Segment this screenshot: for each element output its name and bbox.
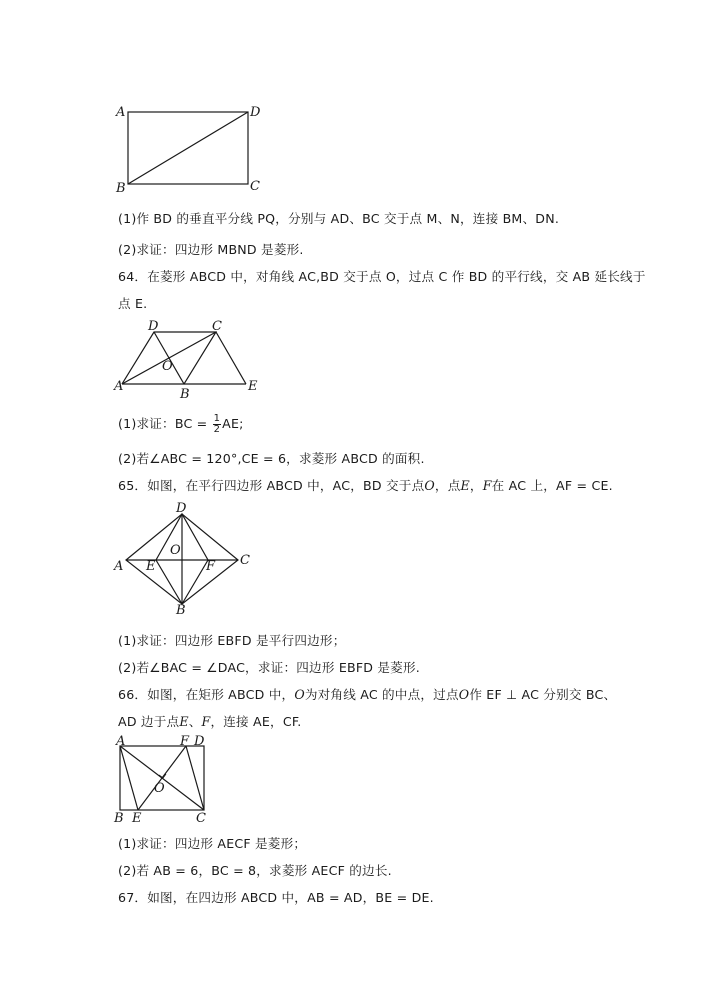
diagonal-bd	[128, 112, 248, 184]
problem-65-question-1: (1)求证：四边形 EBFD 是平行四边形；	[118, 633, 346, 648]
label-c: C	[240, 553, 250, 568]
problem-64-question-2: (2)若∠ABC = 120°,CE = 6，求菱形 ABCD 的面积.	[118, 451, 425, 466]
label-f: F	[180, 734, 190, 749]
label-o: O	[154, 781, 165, 796]
label-a: A	[114, 559, 124, 574]
problem-64-stem-line2: 点 E.	[118, 296, 148, 311]
label-d: D	[148, 319, 159, 334]
problem-64-question-1: (1)求证：BC = $\frac{1}{2}$ AE;	[118, 413, 244, 435]
label-e: E	[146, 559, 156, 574]
label-d: D	[250, 105, 261, 120]
label-o: O	[170, 543, 181, 558]
fraction-one-half: $\frac{1}{2}$	[213, 413, 221, 435]
segment-cf	[186, 746, 204, 810]
label-o: O	[162, 359, 173, 374]
problem-64-stem-line1: 64．在菱形 ABCD 中，对角线 AC,BD 交于点 O，过点 C 作 BD 的平行线，交 AB 延长线于	[118, 269, 646, 284]
figure-rectangle-66	[110, 734, 220, 826]
label-c: C	[250, 179, 260, 194]
problem-65-stem: 65．如图，在平行四边形 ABCD 中，AC，BD 交于点O，点E，F在 AC 上，AF = CE.	[118, 478, 613, 493]
prev-question-2: (2)求证：四边形 MBND 是菱形.	[118, 242, 304, 257]
problem-65-question-2: (2)若∠BAC = ∠DAC，求证：四边形 EBFD 是菱形.	[118, 660, 420, 675]
diagonal-bd	[154, 332, 184, 384]
label-b: B	[176, 603, 186, 618]
problem-66-question-2: (2)若 AB = 6，BC = 8，求菱形 AECF 的边长.	[118, 863, 392, 878]
figure-rectangle-abcd	[110, 100, 270, 196]
label-b: B	[116, 181, 126, 196]
problem-66-stem-line2: AD 边于点E、F，连接 AE，CF.	[118, 714, 302, 729]
segment-ef	[138, 746, 186, 810]
figure-rhombus-64	[112, 318, 272, 402]
label-e: E	[248, 379, 258, 394]
prev-question-1: (1)作 BD 的垂直平分线 PQ，分别与 AD、BC 交于点 M、N，连接 BM、DN.	[118, 211, 560, 226]
segment-ae	[120, 746, 138, 810]
problem-66-question-1: (1)求证：四边形 AECF 是菱形；	[118, 836, 307, 851]
label-a: A	[116, 734, 126, 749]
label-c: C	[196, 811, 206, 826]
label-f: F	[206, 559, 216, 574]
label-d: D	[194, 734, 205, 749]
label-d: D	[176, 501, 187, 516]
segment-ce	[216, 332, 246, 384]
figure-parallelogram-65	[110, 501, 260, 618]
problem-66-stem-line1: 66．如图，在矩形 ABCD 中，O为对角线 AC 的中点，过点O作 EF ⊥ AC 分别交 BC、	[118, 687, 617, 702]
label-b: B	[114, 811, 124, 826]
label-a: A	[114, 379, 124, 394]
problem-67-stem: 67．如图，在四边形 ABCD 中，AB = AD，BE = DE.	[118, 890, 434, 905]
label-e: E	[132, 811, 142, 826]
label-b: B	[180, 387, 190, 402]
label-c: C	[212, 319, 222, 334]
label-a: A	[116, 105, 126, 120]
